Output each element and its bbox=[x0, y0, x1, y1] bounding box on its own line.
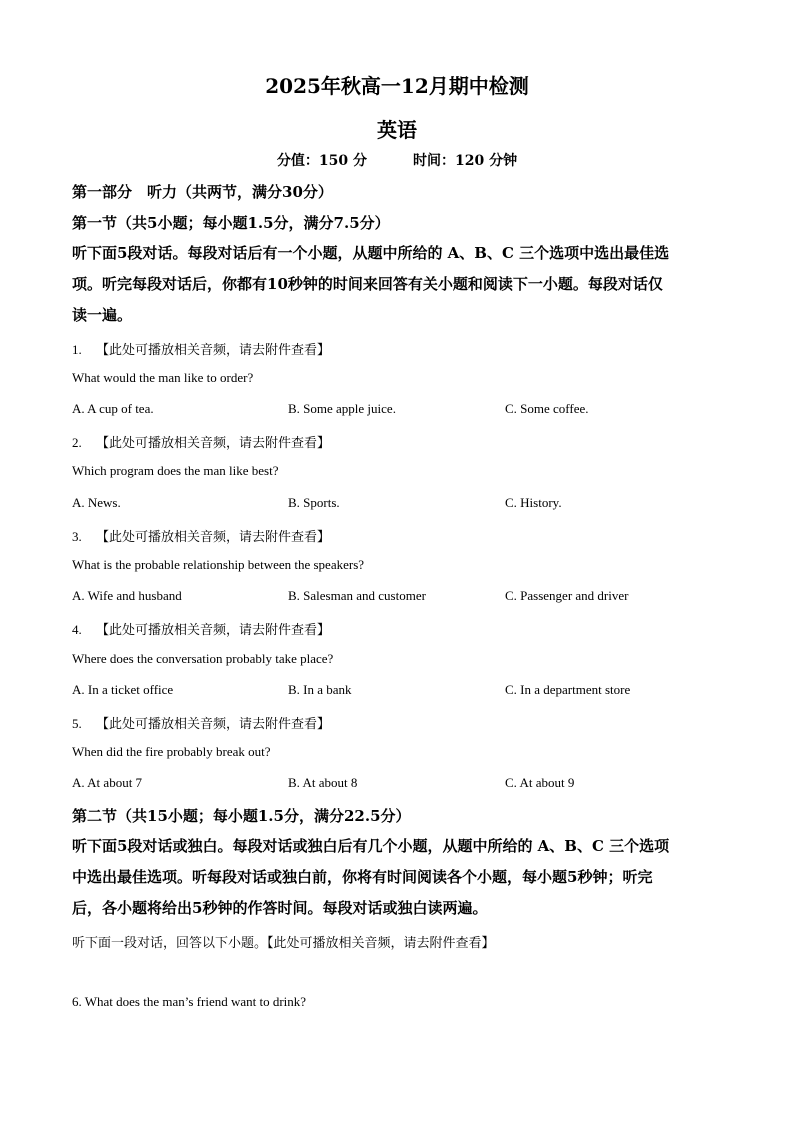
question-number: 5. bbox=[72, 716, 82, 731]
question-2-options bbox=[72, 495, 732, 513]
question-number: 2. bbox=[72, 435, 82, 450]
dialogue-intro: 听下面一段对话，回答以下小题。【此处可播放相关音频，请去附件查看】 bbox=[72, 936, 495, 951]
instruction-line: 项。听完每段对话后，你都有10秒钟的时间来回答有关小题和阅读下一小题。每段对话仅 bbox=[72, 275, 663, 293]
option-a: A. At about 7 bbox=[72, 775, 143, 790]
question-5-options bbox=[72, 775, 732, 793]
question-3-options bbox=[72, 588, 732, 606]
question-5-header bbox=[72, 713, 330, 732]
option-c: C. Some coffee. bbox=[505, 401, 589, 416]
question-4-options bbox=[72, 682, 732, 700]
option-c: C. History. bbox=[505, 495, 562, 510]
option-a: A. Wife and husband bbox=[72, 588, 182, 603]
section2-heading: 第二节（共15小题；每小题1.5分，满分22.5分） bbox=[72, 807, 411, 825]
audio-note[interactable]: 【此处可播放相关音频，请去附件查看】 bbox=[96, 530, 331, 545]
question-number: 1. bbox=[72, 342, 82, 357]
audio-note[interactable]: 【此处可播放相关音频，请去附件查看】 bbox=[96, 717, 331, 732]
score-time-line bbox=[0, 150, 794, 170]
score-label: 分值：150 分 bbox=[276, 153, 367, 169]
option-b: B. Some apple juice. bbox=[288, 401, 396, 416]
question-4-text: Where does the conversation probably take place? bbox=[72, 651, 334, 666]
question-4-header bbox=[72, 619, 330, 638]
question-2-text: Which program does the man like best? bbox=[72, 463, 279, 478]
part1-heading: 第一部分 听力（共两节，满分30分） bbox=[72, 183, 333, 201]
instruction-line: 中选出最佳选项。听每段对话或独白前，你将有时间阅读各个小题，每小题5秒钟；听完 bbox=[72, 868, 653, 886]
audio-note[interactable]: 【此处可播放相关音频，请去附件查看】 bbox=[96, 623, 331, 638]
option-b: B. In a bank bbox=[288, 682, 352, 697]
option-a: A. In a ticket office bbox=[72, 682, 174, 697]
question-3-text: What is the probable relationship between the speakers? bbox=[72, 557, 365, 572]
option-b: B. At about 8 bbox=[288, 775, 358, 790]
option-a: A. News. bbox=[72, 495, 121, 510]
option-a: A. A cup of tea. bbox=[72, 401, 154, 416]
instruction-line: 听下面5段对话。每段对话后有一个小题，从题中所给的 A、B、C 三个选项中选出最佳选 bbox=[72, 244, 670, 262]
question-3-header bbox=[72, 526, 330, 545]
option-c: C. In a department store bbox=[505, 682, 631, 697]
question-1-text: What would the man like to order? bbox=[72, 370, 254, 385]
section1-instructions bbox=[72, 238, 712, 331]
exam-title: 2025年秋高一12月期中检测 bbox=[265, 74, 529, 98]
option-c: C. At about 9 bbox=[505, 775, 575, 790]
time-label: 时间：120 分钟 bbox=[413, 153, 518, 169]
option-b: B. Salesman and customer bbox=[288, 588, 426, 603]
question-1-header bbox=[72, 339, 330, 358]
instruction-line: 听下面5段对话或独白。每段对话或独白后有几个小题，从题中所给的 A、B、C 三个选项 bbox=[72, 837, 670, 855]
question-5-text: When did the fire probably break out? bbox=[72, 744, 271, 759]
audio-note[interactable]: 【此处可播放相关音频，请去附件查看】 bbox=[96, 436, 331, 451]
option-b: B. Sports. bbox=[288, 495, 340, 510]
section2-instructions bbox=[72, 831, 712, 924]
subject-title: 英语 bbox=[377, 118, 417, 142]
question-number: 4. bbox=[72, 622, 82, 637]
question-number: 3. bbox=[72, 529, 82, 544]
option-c: C. Passenger and driver bbox=[505, 588, 629, 603]
audio-note[interactable]: 【此处可播放相关音频，请去附件查看】 bbox=[96, 343, 331, 358]
section1-heading: 第一节（共5小题；每小题1.5分，满分7.5分） bbox=[72, 214, 390, 232]
instruction-line: 后，各小题将给出5秒钟的作答时间。每段对话或独白读两遍。 bbox=[72, 899, 488, 917]
question-6-text: 6. What does the man’s friend want to drink? bbox=[72, 994, 307, 1009]
question-1-options bbox=[72, 401, 732, 419]
question-2-header bbox=[72, 432, 330, 451]
instruction-line: 读一遍。 bbox=[72, 306, 133, 324]
